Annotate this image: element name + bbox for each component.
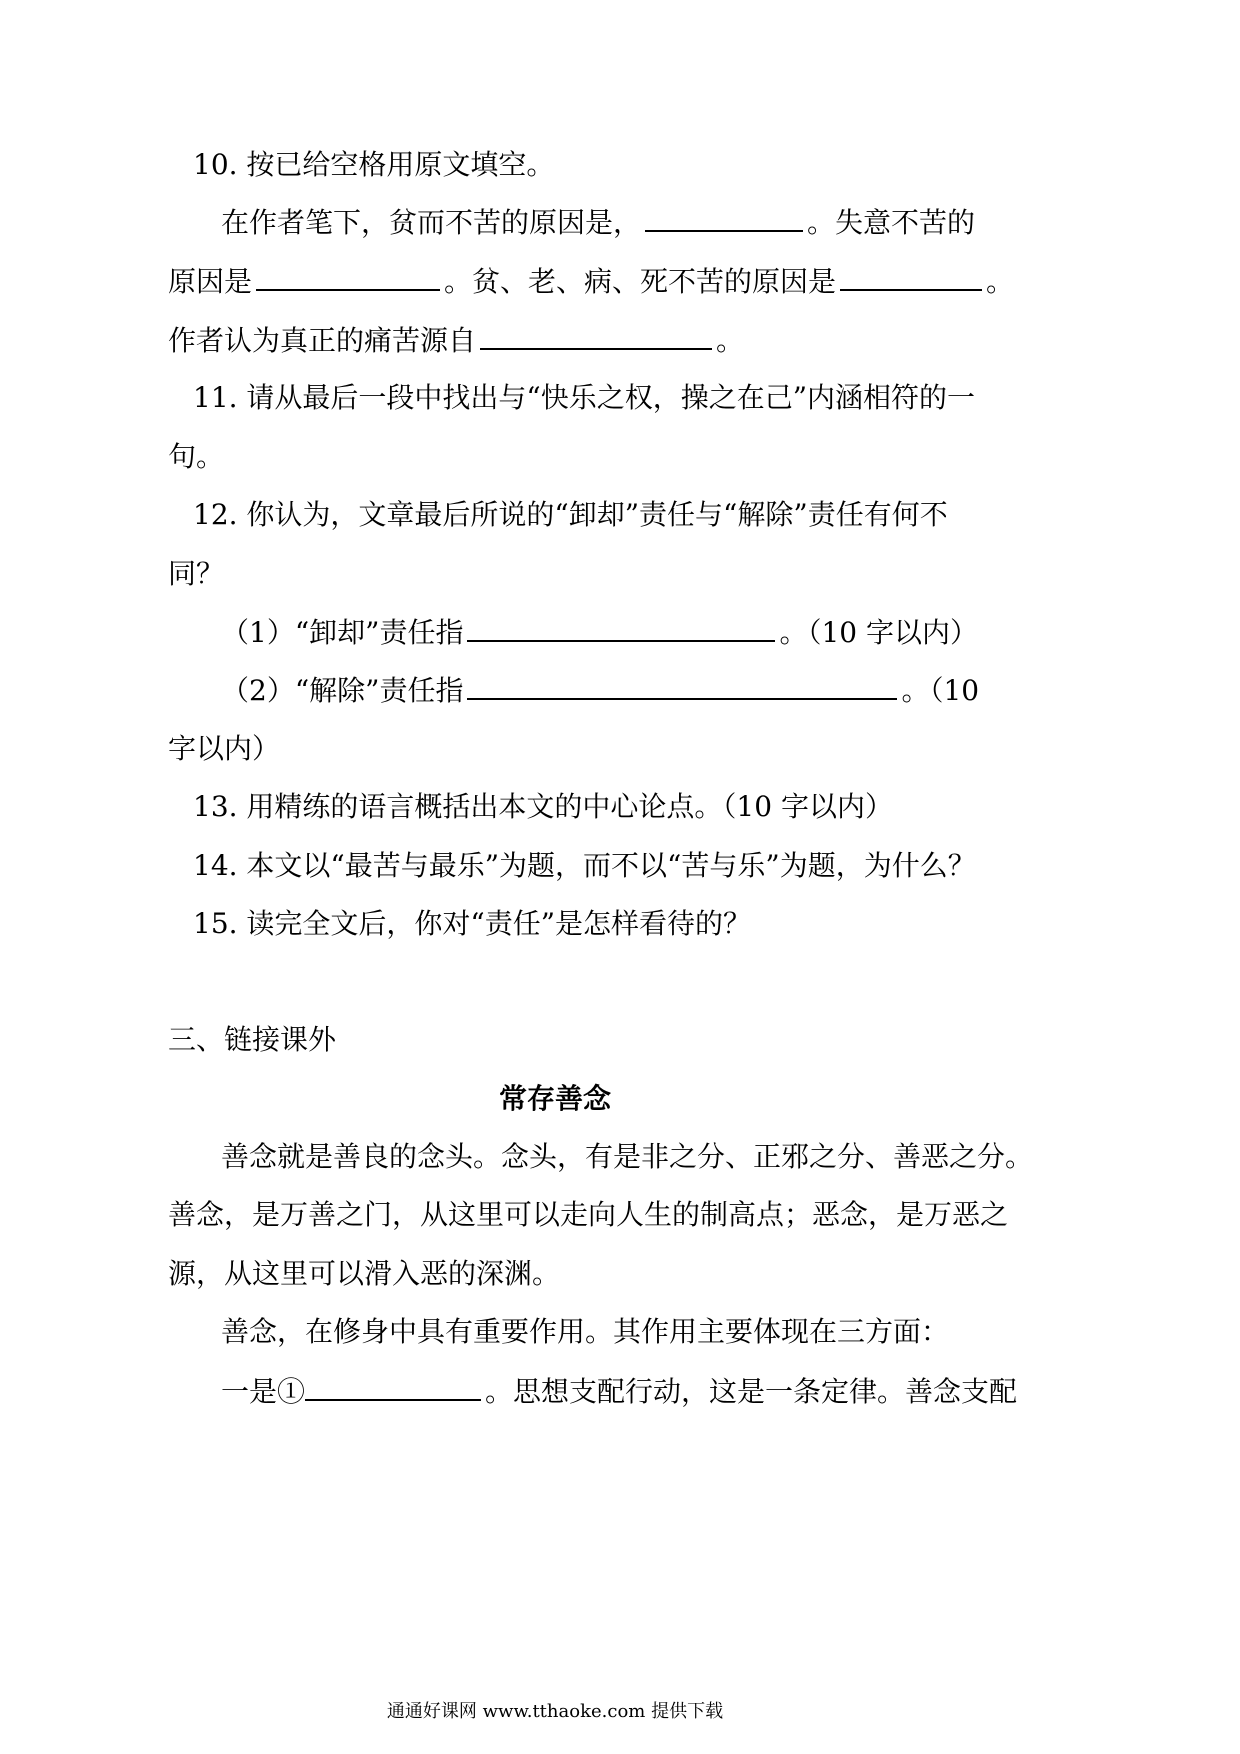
answer-blank[interactable] [467, 614, 775, 642]
q13: 13. 用精练的语言概括出本文的中心论点。（10 字以内） [193, 790, 893, 823]
q10-line2-text-b: 。贫、老、病、死不苦的原因是 [444, 265, 837, 298]
para3-text-b: 。思想支配行动，这是一条定律。善念支配 [485, 1375, 1018, 1408]
q10-line3 [168, 322, 744, 358]
q12-sub1-text-a: （1）“卸却”责任指 [221, 616, 464, 649]
answer-blank[interactable] [645, 204, 803, 232]
q10-line1-text-b: 。失意不苦的 [807, 206, 976, 239]
article-title: 常存善念 [498, 1082, 611, 1115]
q10-line2-text-a: 原因是 [168, 265, 253, 298]
q12-sub2-cont: 字以内） [168, 732, 281, 765]
q15: 15. 读完全文后，你对“责任”是怎样看待的？ [193, 907, 752, 940]
q12-sub1-text-b: 。（10 字以内） [779, 616, 978, 649]
q11-line2: 句。 [168, 440, 225, 473]
q12-sub1 [221, 614, 978, 650]
q10-line2 [168, 263, 1014, 299]
page-footer: 通通好课网 www.tthaoke.com 提供下载 [386, 1701, 724, 1722]
para3 [221, 1373, 1017, 1409]
q12-sub2-text-a: （2）“解除”责任指 [221, 674, 464, 707]
answer-blank[interactable] [480, 322, 712, 350]
q14: 14. 本文以“最苦与最乐”为题，而不以“苦与乐”为题，为什么？ [193, 849, 976, 882]
q12-line1: 12. 你认为，文章最后所说的“卸却”责任与“解除”责任有何不 [193, 498, 948, 531]
q10-heading: 10. 按已给空格用原文填空。 [193, 148, 555, 181]
q12-sub2-text-b: 。（10 [901, 674, 980, 707]
answer-blank[interactable] [305, 1373, 481, 1401]
q10-line2-text-c: 。 [986, 265, 1015, 298]
para1-line2: 善念，是万善之门，从这里可以走向人生的制高点；恶念，是万恶之 [168, 1198, 1009, 1231]
section-heading: 三、链接课外 [168, 1023, 337, 1056]
para1-line3: 源，从这里可以滑入恶的深渊。 [168, 1257, 561, 1290]
q10-line3-text-a: 作者认为真正的痛苦源自 [168, 324, 477, 357]
q10-line1 [221, 204, 975, 240]
para3-text-a: 一是① [221, 1375, 306, 1408]
answer-blank[interactable] [256, 263, 440, 291]
answer-blank[interactable] [467, 672, 897, 700]
q10-line3-text-b: 。 [716, 324, 745, 357]
para2: 善念，在修身中具有重要作用。其作用主要体现在三方面： [221, 1315, 950, 1348]
q11-line1: 11. 请从最后一段中找出与“快乐之权，操之在己”内涵相符的一 [193, 381, 976, 414]
q12-sub2 [221, 672, 979, 708]
answer-blank[interactable] [840, 263, 982, 291]
para1-line1: 善念就是善良的念头。念头，有是非之分、正邪之分、善恶之分。 [221, 1140, 1034, 1173]
q12-line2: 同？ [168, 557, 225, 590]
q10-line1-text-a: 在作者笔下，贫而不苦的原因是， [221, 206, 642, 239]
